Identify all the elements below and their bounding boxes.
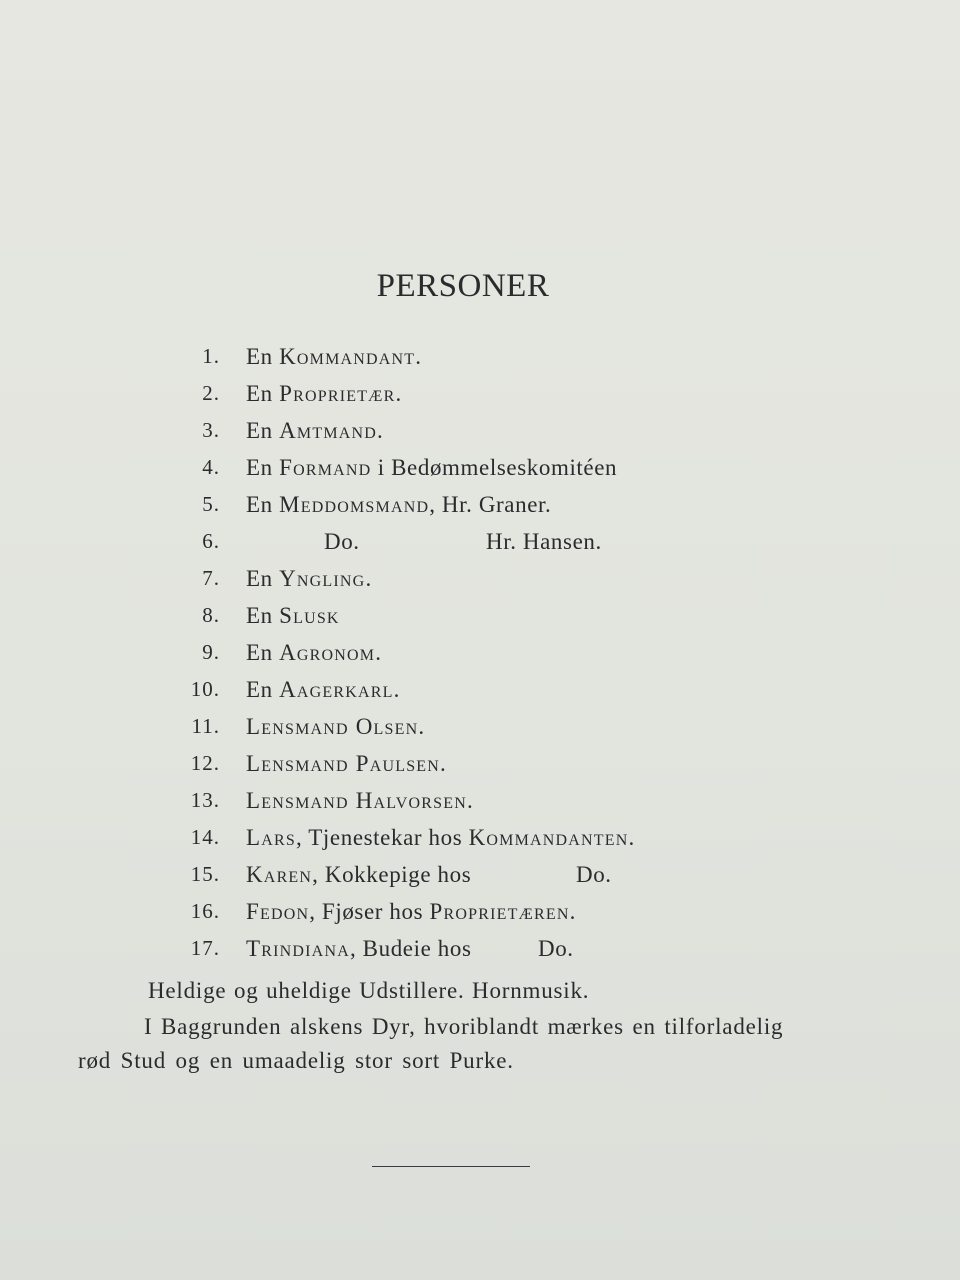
cast-ditto-rest: Hr. Hansen.: [486, 529, 602, 554]
cast-rest: .: [418, 714, 425, 739]
cast-name: Karen: [246, 862, 313, 887]
cast-item: [170, 486, 770, 523]
cast-item: [170, 930, 770, 967]
cast-name: Lensmand Paulsen: [246, 751, 441, 776]
note-exhibitors: Heldige og uheldige Udstillere. Hornmusik.: [148, 978, 590, 1003]
cast-role: [246, 412, 383, 449]
cast-number: 12.: [190, 751, 220, 775]
cast-name: Kommandant: [279, 344, 416, 369]
cast-number: 7.: [202, 566, 220, 590]
cast-name-secondary: Proprietæren: [429, 899, 570, 924]
cast-name: Lensmand Halvorsen: [246, 788, 467, 813]
cast-list: [170, 338, 770, 967]
cast-rest: , Fjøser hos: [309, 899, 430, 924]
cast-rest: .: [375, 640, 382, 665]
cast-rest: i Bedømmelseskomitéen: [371, 455, 618, 480]
note-background-line1: I Baggrunden alskens Dyr, hvoriblandt mærkes en tilforladelig: [144, 1014, 784, 1039]
cast-number: 2.: [202, 381, 220, 405]
cast-rest: .: [393, 677, 400, 702]
cast-ditto: Do.: [324, 529, 360, 554]
cast-item: [170, 708, 770, 745]
cast-prefix: En: [246, 640, 280, 665]
cast-role: [246, 782, 473, 819]
cast-prefix: En: [246, 603, 280, 628]
cast-role: [246, 893, 576, 930]
cast-item: [170, 338, 770, 375]
closing-rule: [372, 1166, 530, 1167]
cast-item: [170, 597, 770, 634]
cast-role: [246, 708, 425, 745]
cast-number: 16.: [190, 899, 220, 923]
cast-name: Lensmand Olsen: [246, 714, 419, 739]
cast-name: Agronom: [279, 640, 376, 665]
cast-rest: .: [365, 566, 372, 591]
cast-rest-secondary: .: [628, 825, 635, 850]
cast-rest-secondary: .: [569, 899, 576, 924]
cast-item: [170, 893, 770, 930]
cast-item: [170, 745, 770, 782]
cast-name: Fedon: [246, 899, 310, 924]
cast-role: [246, 449, 617, 486]
cast-item: [170, 634, 770, 671]
cast-role: [246, 856, 471, 893]
cast-rest: .: [395, 381, 402, 406]
cast-name: Aagerkarl: [279, 677, 394, 702]
cast-item: [170, 523, 770, 560]
cast-role: [246, 745, 446, 782]
cast-rest: .: [440, 751, 447, 776]
cast-rest: .: [467, 788, 474, 813]
cast-role: [246, 338, 422, 375]
page-title: PERSONER: [376, 268, 550, 304]
cast-role: [246, 560, 372, 597]
cast-prefix: En: [246, 492, 280, 517]
cast-name-secondary: Kommandanten: [468, 825, 629, 850]
cast-ditto: Do.: [538, 936, 574, 961]
cast-number: 9.: [202, 640, 220, 664]
cast-name: Proprietær: [279, 381, 396, 406]
cast-role: [246, 486, 551, 523]
note-background-line2: rød Stud og en umaadelig stor sort Purke.: [78, 1048, 514, 1073]
cast-prefix: En: [246, 455, 280, 480]
cast-prefix: En: [246, 566, 280, 591]
cast-rest: , Hr. Graner.: [429, 492, 552, 517]
cast-role: [246, 671, 400, 708]
cast-name: Lars: [246, 825, 296, 850]
cast-number: 3.: [202, 418, 220, 442]
cast-number: 11.: [191, 714, 220, 738]
cast-role: [246, 375, 402, 412]
cast-name: Yngling: [279, 566, 366, 591]
cast-item: [170, 671, 770, 708]
cast-rest: , Kokkepige hos: [312, 862, 472, 887]
cast-name: Amtmand: [279, 418, 378, 443]
cast-item: [170, 449, 770, 486]
cast-name: Formand: [279, 455, 372, 480]
cast-number: 10.: [190, 677, 220, 701]
cast-role: [246, 634, 382, 671]
cast-name: Trindiana: [246, 936, 350, 961]
cast-prefix: En: [246, 381, 280, 406]
cast-name: Meddomsmand: [279, 492, 430, 517]
cast-number: 4.: [202, 455, 220, 479]
cast-number: 13.: [190, 788, 220, 812]
cast-rest: .: [377, 418, 384, 443]
cast-number: 14.: [190, 825, 220, 849]
cast-number: 17.: [190, 936, 220, 960]
cast-prefix: En: [246, 344, 280, 369]
cast-number: 1.: [202, 344, 220, 368]
cast-ditto: Do.: [576, 862, 612, 887]
cast-role: [246, 597, 340, 634]
cast-number: 15.: [190, 862, 220, 886]
cast-rest: , Budeie hos: [349, 936, 472, 961]
cast-prefix: En: [246, 677, 280, 702]
cast-name: Slusk: [279, 603, 340, 628]
cast-item: [170, 782, 770, 819]
cast-rest: , Tjenestekar hos: [295, 825, 469, 850]
cast-item: [170, 856, 770, 893]
cast-item: [170, 412, 770, 449]
cast-item: [170, 375, 770, 412]
cast-item: [170, 560, 770, 597]
cast-number: 8.: [202, 603, 220, 627]
cast-role: [246, 819, 635, 856]
cast-number: 6.: [202, 529, 220, 553]
cast-item: [170, 819, 770, 856]
cast-role: [246, 930, 472, 967]
cast-number: 5.: [202, 492, 220, 516]
cast-rest: .: [415, 344, 422, 369]
cast-prefix: En: [246, 418, 280, 443]
